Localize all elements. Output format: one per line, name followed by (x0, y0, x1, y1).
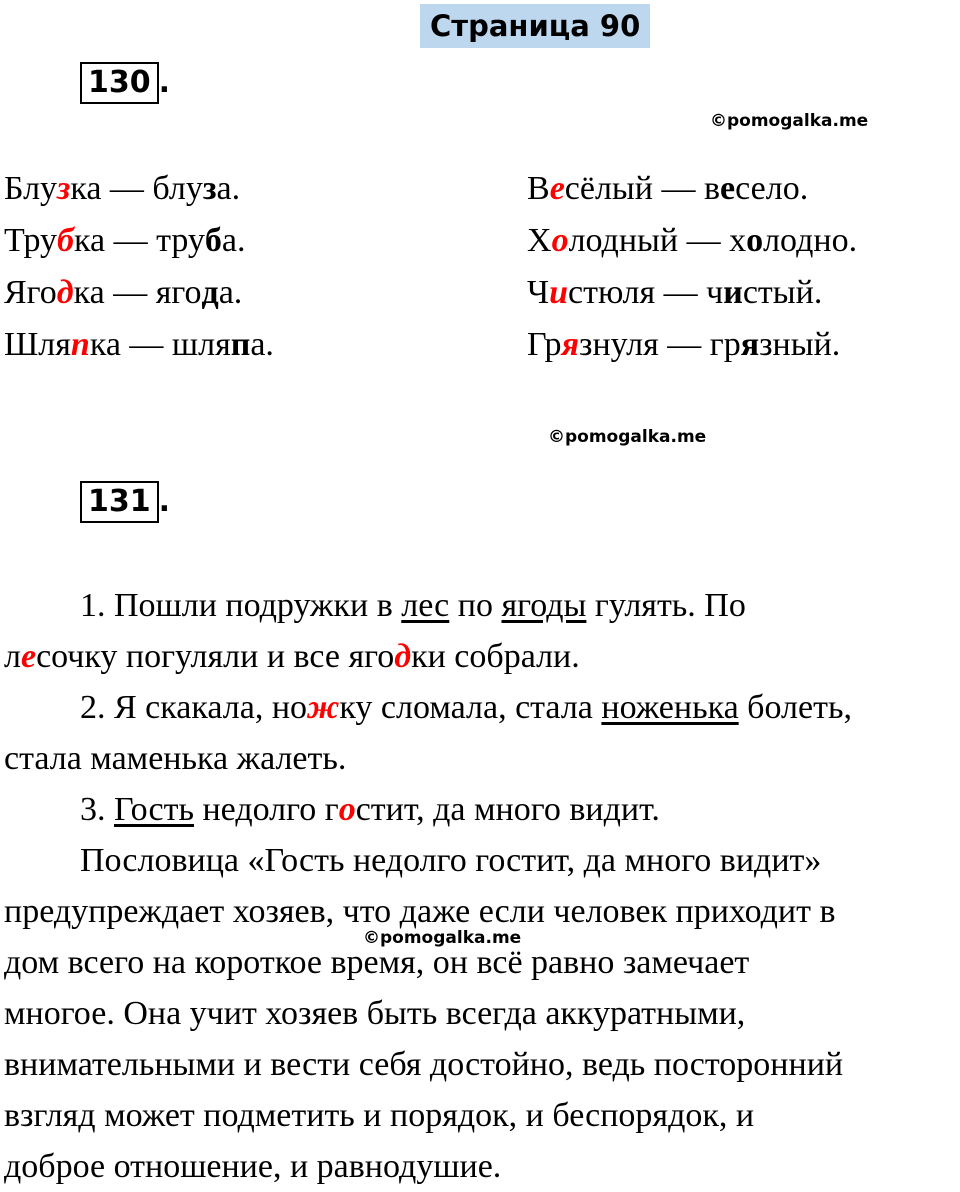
exercise-number-box: 130 (80, 62, 159, 104)
word-pair: Грязнуля — грязный. (527, 326, 841, 363)
explanation-line: предупреждает хозяев, что даже если человек приходит в (4, 893, 836, 930)
exercise-number-130: 130 . (80, 62, 170, 104)
page-title: Страница 90 (420, 4, 650, 48)
word-pair: Ягодка — ягода. (4, 274, 243, 311)
explanation-line: дом всего на короткое время, он всё равно замечает (4, 944, 750, 981)
sentence-1-line-1: 1. Пошли подружки в лес по ягоды гулять. По (80, 587, 746, 624)
sentence-2-line-2: стала маменька жалеть. (4, 740, 347, 777)
word-pair: Трубка — труба. (4, 222, 246, 259)
explanation-line: Пословица «Гость недолго гостит, да много видит» (80, 842, 822, 879)
word-pair: Холодный — холодно. (527, 222, 858, 259)
ex131-text (4, 580, 959, 1192)
sentence-3: 3. Гость недолго гостит, да много видит. (80, 791, 660, 828)
explanation-line: взгляд может подметить и порядок, и беспорядок, и (4, 1097, 755, 1134)
watermark: ©pomogalka.me (548, 427, 707, 447)
ex130-right-column (527, 163, 857, 371)
explanation-line: доброе отношение, и равнодушие. (4, 1148, 502, 1185)
explanation-line: внимательными и вести себя достойно, ведь посторонний (4, 1046, 844, 1083)
watermark: ©pomogalka.me (710, 111, 869, 131)
explanation-line: многое. Она учит хозяев быть всегда аккуратными, (4, 995, 746, 1032)
watermark: ©pomogalka.me (363, 928, 522, 948)
exercise-number-box: 131 (80, 481, 159, 523)
ex130-left-column (4, 163, 274, 371)
word-pair: Шляпка — шляпа. (4, 326, 274, 363)
sentence-1-line-2: лесочку погуляли и все ягодки собрали. (4, 638, 580, 675)
sentence-2-line-1: 2. Я скакала, ножку сломала, стала ноженька болеть, (80, 689, 852, 726)
exercise-number-131: 131 . (80, 481, 170, 523)
word-pair: Чистюля — чистый. (527, 274, 823, 311)
word-pair: Весёлый — весело. (527, 170, 809, 207)
word-pair: Блузка — блуза. (4, 170, 241, 207)
